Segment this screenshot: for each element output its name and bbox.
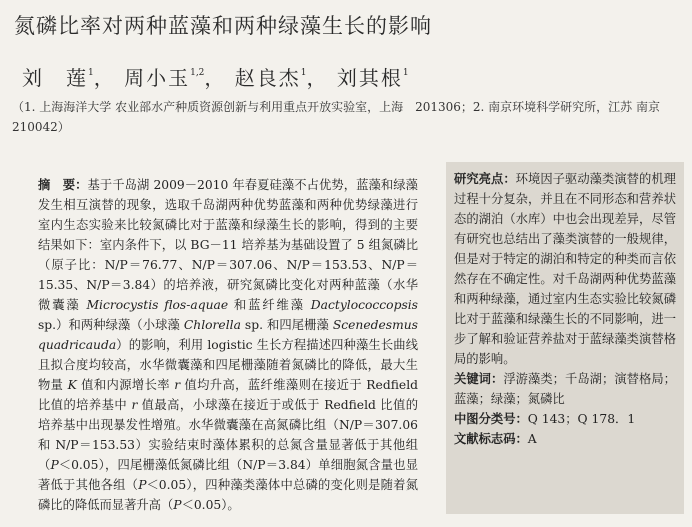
abstract-text: ＜0.05）。 (181, 498, 240, 512)
abstract-text: sp. 和四尾栅藻 (240, 318, 333, 332)
author-separator: ， (204, 66, 227, 90)
affiliations: （1. 上海海洋大学 农业部水产种质资源创新与利用重点开放实验室，上海 201306；2. 南京环境科学研究所，江苏 南京 210042） (12, 100, 672, 134)
variable-symbol: r (174, 378, 181, 392)
abstract (38, 175, 418, 515)
variable-symbol: P (50, 458, 59, 472)
clc-text: Q 143；Q 178．1 (527, 412, 636, 426)
abstract-text: ）的影响，利用 logistic 生长方程描述四种藻生长曲线且拟合度均较高，水华微囊藻和四尾栅藻随着氮磷比的降低，最大生物量 (38, 338, 418, 392)
author-affiliation-mark: 1 (402, 68, 409, 78)
abstract-text: 和蓝纤维藻 (228, 298, 311, 312)
highlights-sidebar (446, 162, 684, 514)
species-name: Scenedesmus quadricauda (38, 318, 418, 352)
keywords (454, 369, 676, 409)
clc-label: 中图分类号： (454, 412, 528, 426)
author-name: 刘 莲 (22, 66, 88, 90)
research-highlights (454, 169, 676, 369)
paper-title: 氮磷比率对两种蓝藻和两种绿藻生长的影响 (14, 14, 432, 38)
sidebar-content (454, 169, 676, 449)
abstract-text: ＜0.05），四种藻类藻体中总磷的变化则是随着氮磷比的降低而显著升高（ (38, 478, 418, 512)
author-affiliation-mark: 1,2 (190, 68, 205, 78)
species-name: Chlorella (183, 318, 241, 332)
variable-symbol: K (67, 378, 77, 392)
author-name: 赵良杰 (234, 66, 301, 90)
author-name: 刘其根 (336, 66, 403, 90)
author-affiliation-mark: 1 (88, 68, 94, 78)
author-name: 周小玉 (124, 66, 191, 90)
doc-code-label: 文献标志码： (454, 432, 528, 446)
variable-symbol: r (131, 398, 138, 412)
highlights-label: 研究亮点： (454, 172, 516, 186)
author-list (22, 62, 409, 91)
highlights-text: 环境因子驱动藻类演替的机理过程十分复杂，并且在不同形态和营养状态的湖泊（水库）中也会出现差异，尽管有研究也总结出了藻类演替的一般规律，但是对于特定的湖泊和特定的种类而言依然存在不确定性。对千岛湖两种优势蓝藻和两种绿藻，通过室内生态实验比较氮磷比对于蓝藻和绿藻生长的不同影响，进一步了解和验证营养盐对于蓝绿藻类演替格局的影响。 (454, 172, 676, 366)
abstract-text: 基于千岛湖 2009－2010 年春夏硅藻不占优势，蓝藻和绿藻发生相互演替的现象，选取千岛湖两种优势蓝藻和两种优势绿藻进行室内生态实验来比较氮磷比对于蓝藻和绿藻生长的影响，得到的主要结果如下：室内条件下，以 BG－11 培养基为基础设置了 5 组氮磷比（原子比：N/P＝76.77、N/P＝307.06、N/P＝153.53、N/P＝15.35、N/P＝3.84）的培养液，研究氮磷比变化对两种蓝藻（水华微囊藻 (38, 178, 418, 312)
author-separator: ， (93, 66, 116, 90)
abstract-text: sp.）和两种绿藻（小球藻 (38, 318, 184, 332)
author-affiliation-mark: 1 (300, 68, 307, 78)
abstract-label: 摘 要： (38, 178, 88, 192)
doc-code-text: A (527, 432, 537, 446)
variable-symbol: P (173, 498, 182, 512)
keywords-label: 关键词： (454, 372, 504, 386)
species-name: Dactylococcopsis (310, 298, 418, 312)
classification-number (454, 409, 676, 429)
variable-symbol: P (138, 478, 147, 492)
species-name: Microcystis flos-aquae (86, 298, 229, 312)
abstract-text: 值均升高，蓝纤维藻则在接近于 Redfield 比值的培养基中 (38, 378, 418, 412)
abstract-text: 值最高，小球藻在接近于或低于 Redfield 比值的培养基中出现暴发性增殖。水华微囊藻在高氮磷比组（N/P＝307.06 和 N/P＝153.53）实验结束时藻体累积的总氮含量显著低于其他组（ (38, 398, 418, 472)
keywords-text: 浮游藻类；千岛湖；演替格局；蓝藻；绿藻；氮磷比 (454, 372, 676, 406)
author-separator: ， (306, 66, 329, 90)
abstract-text: 值和内源增长率 (76, 378, 175, 392)
abstract-text: ＜0.05），四尾栅藻低氮磷比组（N/P＝3.84）单细胞氮含量也显著低于其他各组（ (38, 458, 418, 492)
document-code (454, 429, 676, 449)
